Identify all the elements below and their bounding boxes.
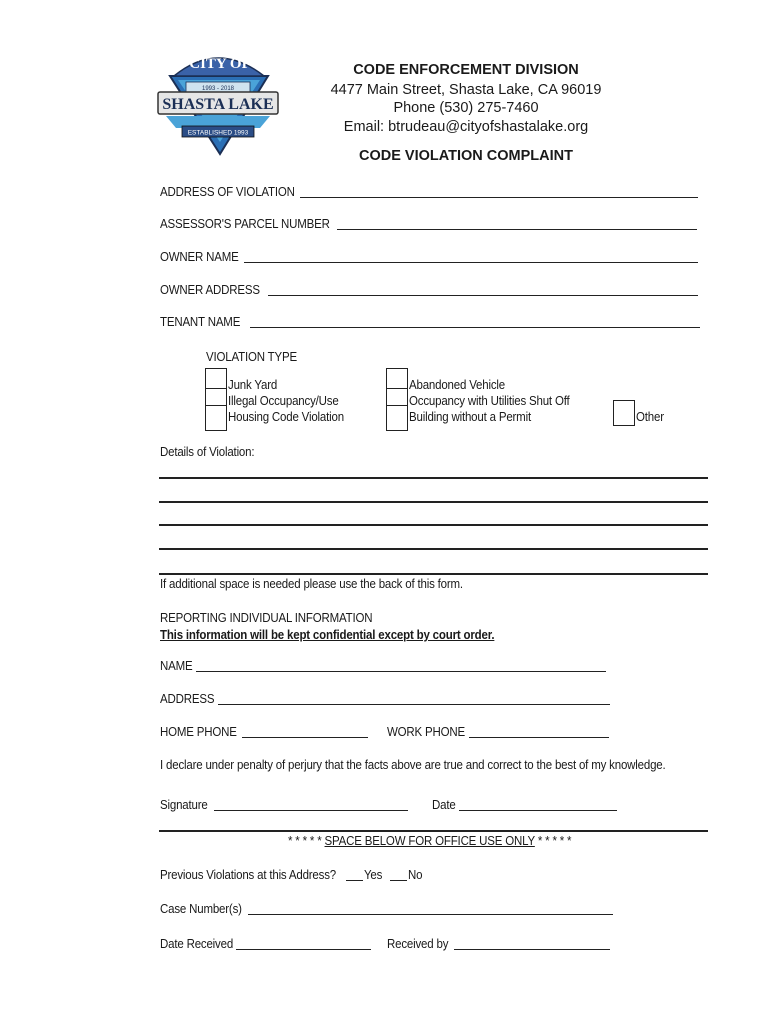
tenant-name-label: TENANT NAME xyxy=(160,315,241,329)
case-numbers-field[interactable] xyxy=(248,903,613,915)
date-field[interactable] xyxy=(459,799,617,811)
housing-code-checkbox[interactable] xyxy=(205,405,227,431)
office-use-heading: SPACE BELOW FOR OFFICE USE ONLY xyxy=(324,834,535,848)
reporter-address-field[interactable] xyxy=(218,693,610,705)
division-phone: Phone (530) 275-7460 xyxy=(393,100,539,116)
phone-row xyxy=(160,725,612,741)
signature-row xyxy=(160,798,620,814)
office-stars-left: * * * * * xyxy=(288,834,322,848)
reporting-heading: REPORTING INDIVIDUAL INFORMATION xyxy=(160,611,373,625)
details-line-3[interactable] xyxy=(159,524,708,526)
owner-address-row xyxy=(160,283,700,299)
work-phone-field[interactable] xyxy=(469,726,609,738)
received-by-field[interactable] xyxy=(454,938,610,950)
yes-blank[interactable] xyxy=(346,869,363,881)
reporter-address-label: ADDRESS xyxy=(160,692,215,706)
owner-address-label: OWNER ADDRESS xyxy=(160,283,260,297)
received-row xyxy=(160,937,616,953)
logo-years: 1993 - 2018 xyxy=(201,86,235,92)
office-use-banner xyxy=(288,834,571,848)
case-numbers-row xyxy=(160,902,616,918)
tenant-name-field[interactable] xyxy=(250,316,700,328)
parcel-number-label: ASSESSOR'S PARCEL NUMBER xyxy=(160,217,330,231)
logo-name: SHASTA LAKE xyxy=(162,96,274,113)
work-phone-label: WORK PHONE xyxy=(387,725,466,739)
owner-address-field[interactable] xyxy=(268,284,698,296)
reporter-name-row xyxy=(160,659,610,675)
other-label: Other xyxy=(636,410,664,424)
office-stars-right: * * * * * xyxy=(537,834,572,848)
no-label: No xyxy=(408,868,423,882)
illegal-occupancy-label: Illegal Occupancy/Use xyxy=(228,394,339,408)
no-blank[interactable] xyxy=(390,869,407,881)
other-checkbox[interactable] xyxy=(613,400,635,426)
division-email: Email: btrudeau@cityofshastalake.org xyxy=(343,119,589,135)
date-received-field[interactable] xyxy=(236,938,371,950)
date-received-label: Date Received xyxy=(160,937,234,951)
details-line-2[interactable] xyxy=(159,501,708,503)
housing-code-label: Housing Code Violation xyxy=(228,410,344,424)
confidential-notice: This information will be kept confidential except by court order. xyxy=(160,628,495,642)
home-phone-field[interactable] xyxy=(242,726,368,738)
home-phone-label: HOME PHONE xyxy=(160,725,237,739)
details-line-5[interactable] xyxy=(159,573,708,575)
signature-field[interactable] xyxy=(214,799,408,811)
details-line-4[interactable] xyxy=(159,548,708,550)
details-label: Details of Violation: xyxy=(160,445,255,459)
owner-name-label: OWNER NAME xyxy=(160,250,239,264)
additional-space-note: If additional space is needed please use the back of this form. xyxy=(160,577,463,591)
date-label: Date xyxy=(432,798,456,812)
building-permit-label: Building without a Permit xyxy=(409,410,531,424)
reporter-name-label: NAME xyxy=(160,659,193,673)
abandoned-vehicle-label: Abandoned Vehicle xyxy=(409,378,505,392)
owner-name-row xyxy=(160,250,700,266)
logo-city-of: CITY OF xyxy=(189,56,251,72)
address-of-violation-field[interactable] xyxy=(300,186,698,198)
office-divider xyxy=(159,830,708,832)
signature-label: Signature xyxy=(160,798,208,812)
building-permit-checkbox[interactable] xyxy=(386,405,408,431)
address-of-violation-label: ADDRESS OF VIOLATION xyxy=(160,185,295,199)
utilities-shut-off-label: Occupancy with Utilities Shut Off xyxy=(409,394,570,408)
previous-violations-row xyxy=(160,868,460,884)
division-address: 4477 Main Street, Shasta Lake, CA 96019 xyxy=(330,82,602,98)
previous-violations-label: Previous Violations at this Address? xyxy=(160,868,336,882)
address-of-violation-row xyxy=(160,185,700,201)
yes-label: Yes xyxy=(364,868,383,882)
logo-established: ESTABLISHED 1993 xyxy=(187,129,249,137)
owner-name-field[interactable] xyxy=(244,251,698,263)
parcel-number-field[interactable] xyxy=(337,218,697,230)
reporter-name-field[interactable] xyxy=(196,660,606,672)
received-by-label: Received by xyxy=(387,937,449,951)
division-title: CODE ENFORCEMENT DIVISION xyxy=(353,62,579,78)
city-logo xyxy=(156,46,280,156)
case-numbers-label: Case Number(s) xyxy=(160,902,242,916)
details-line-1[interactable] xyxy=(159,477,708,479)
violation-type-heading: VIOLATION TYPE xyxy=(206,350,297,364)
perjury-declaration: I declare under penalty of perjury that the facts above are true and correct to the best of my knowledge. xyxy=(160,758,666,772)
tenant-name-row xyxy=(160,315,700,331)
form-title: CODE VIOLATION COMPLAINT xyxy=(358,148,573,164)
reporter-address-row xyxy=(160,692,612,708)
junk-yard-label: Junk Yard xyxy=(228,378,278,392)
parcel-number-row xyxy=(160,217,700,233)
